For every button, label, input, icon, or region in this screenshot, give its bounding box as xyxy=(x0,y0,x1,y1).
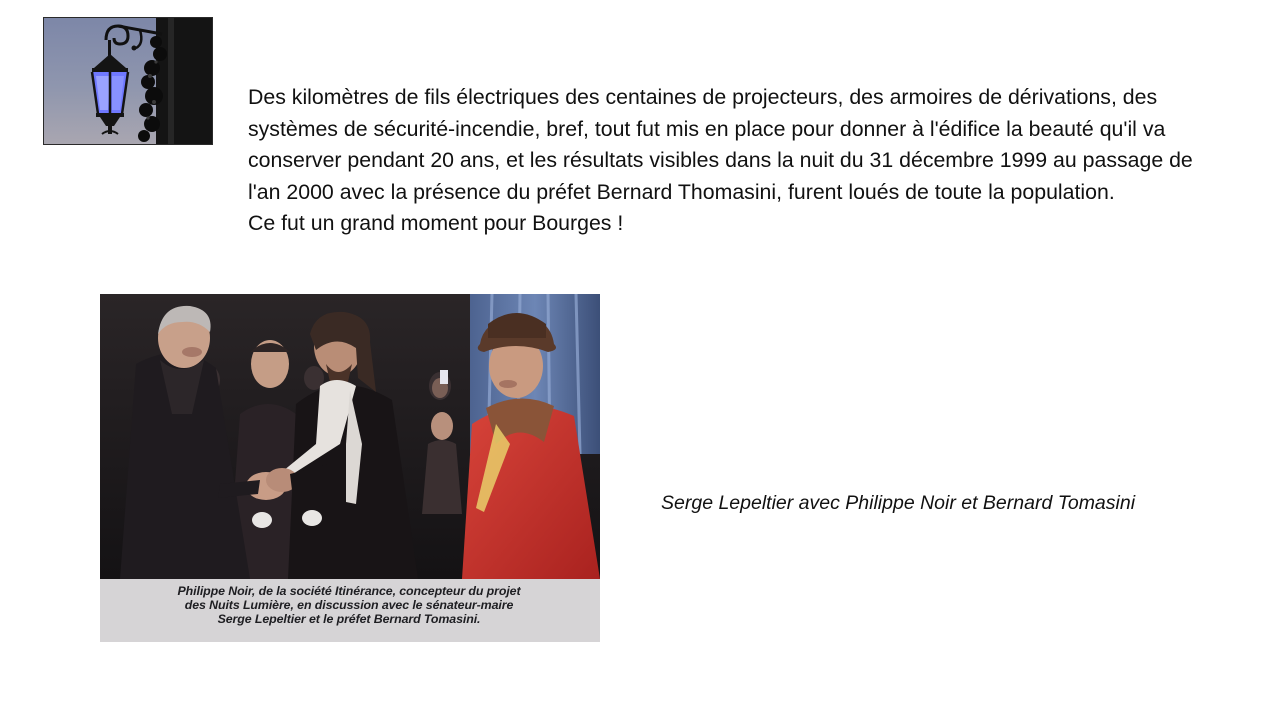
body-paragraph-main: Des kilomètres de fils électriques des centaines de projecteurs, des armoires de dérivations, des systèmes de sécurité-incendie, bref, tout fut mis en place pour donner à l'édifice la beauté qu'il va conserver pendant 20 ans, et les résultats visibles dans la nuit du 31 décembre 1999 au passage de l'an 2000 avec la présence du préfet Bernard Thomasini, furent loués de toute la population. xyxy=(248,85,1193,204)
newspaper-caption xyxy=(100,579,600,642)
newspaper-caption-line: des Nuits Lumière, en discussion avec le sénateur-maire xyxy=(184,598,514,613)
street-lantern-illustration xyxy=(44,18,212,144)
body-paragraph-closing: Ce fut un grand moment pour Bourges ! xyxy=(248,211,624,236)
newspaper-caption-line: Philippe Noir, de la société Itinérance, concepteur du projet xyxy=(177,584,521,598)
newspaper-clipping-photo xyxy=(100,294,600,642)
street-lantern-photo xyxy=(43,17,213,145)
handshake-scene-illustration xyxy=(100,294,600,579)
body-text xyxy=(248,82,1223,240)
photo-side-caption: Serge Lepeltier avec Philippe Noir et Bernard Tomasini xyxy=(661,492,1136,514)
newspaper-caption-line: Serge Lepeltier et le préfet Bernard Tomasini. xyxy=(217,612,481,627)
